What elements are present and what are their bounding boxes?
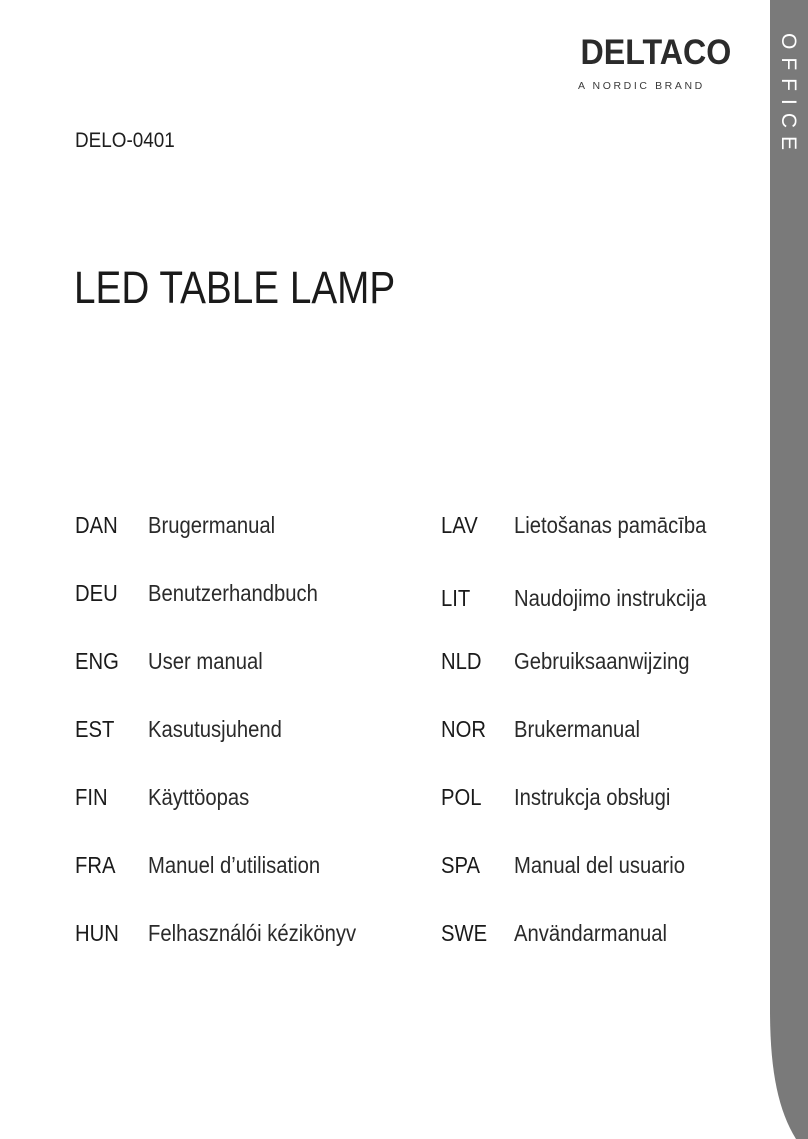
brand-logo bbox=[574, 34, 736, 92]
language-code: LAV bbox=[441, 512, 478, 538]
page-title: LED TABLE LAMP bbox=[74, 262, 396, 313]
language-name: Användarmanual bbox=[514, 920, 668, 946]
brand-name: DELTACO bbox=[580, 33, 732, 72]
language-name: Gebruiksaanwijzing bbox=[514, 648, 690, 674]
language-name: Instrukcja obsługi bbox=[514, 784, 671, 810]
language-code: ENG bbox=[75, 648, 119, 674]
language-name: Lietošanas pamācība bbox=[514, 512, 707, 538]
language-code: NOR bbox=[441, 716, 486, 742]
language-name: Käyttöopas bbox=[148, 784, 250, 810]
language-name: Naudojimo instrukcija bbox=[514, 585, 707, 611]
language-code: FRA bbox=[75, 852, 116, 878]
language-name: Manual del usuario bbox=[514, 852, 686, 878]
language-code: HUN bbox=[75, 920, 119, 946]
language-code: DAN bbox=[75, 512, 118, 538]
language-name: Kasutusjuhend bbox=[148, 716, 282, 742]
language-code: SPA bbox=[441, 852, 481, 878]
language-name: User manual bbox=[148, 648, 263, 674]
side-tab bbox=[768, 0, 808, 1139]
language-code: NLD bbox=[441, 648, 482, 674]
language-name: Manuel d’utilisation bbox=[148, 852, 321, 878]
model-number: DELO-0401 bbox=[75, 129, 175, 152]
language-code: DEU bbox=[75, 580, 118, 606]
language-code: FIN bbox=[75, 784, 108, 810]
language-code: EST bbox=[75, 716, 115, 742]
language-name: Benutzerhandbuch bbox=[148, 580, 318, 606]
side-tab-shape bbox=[768, 0, 808, 1139]
language-code: SWE bbox=[441, 920, 488, 946]
language-code: LIT bbox=[441, 585, 471, 611]
language-name: Brugermanual bbox=[148, 512, 276, 538]
language-code: POL bbox=[441, 784, 482, 810]
side-tab-label: OFFICE bbox=[777, 33, 800, 158]
brand-tagline: A NORDIC BRAND bbox=[578, 80, 705, 92]
language-name: Felhasználói kézikönyv bbox=[148, 920, 357, 946]
language-name: Brukermanual bbox=[514, 716, 641, 742]
